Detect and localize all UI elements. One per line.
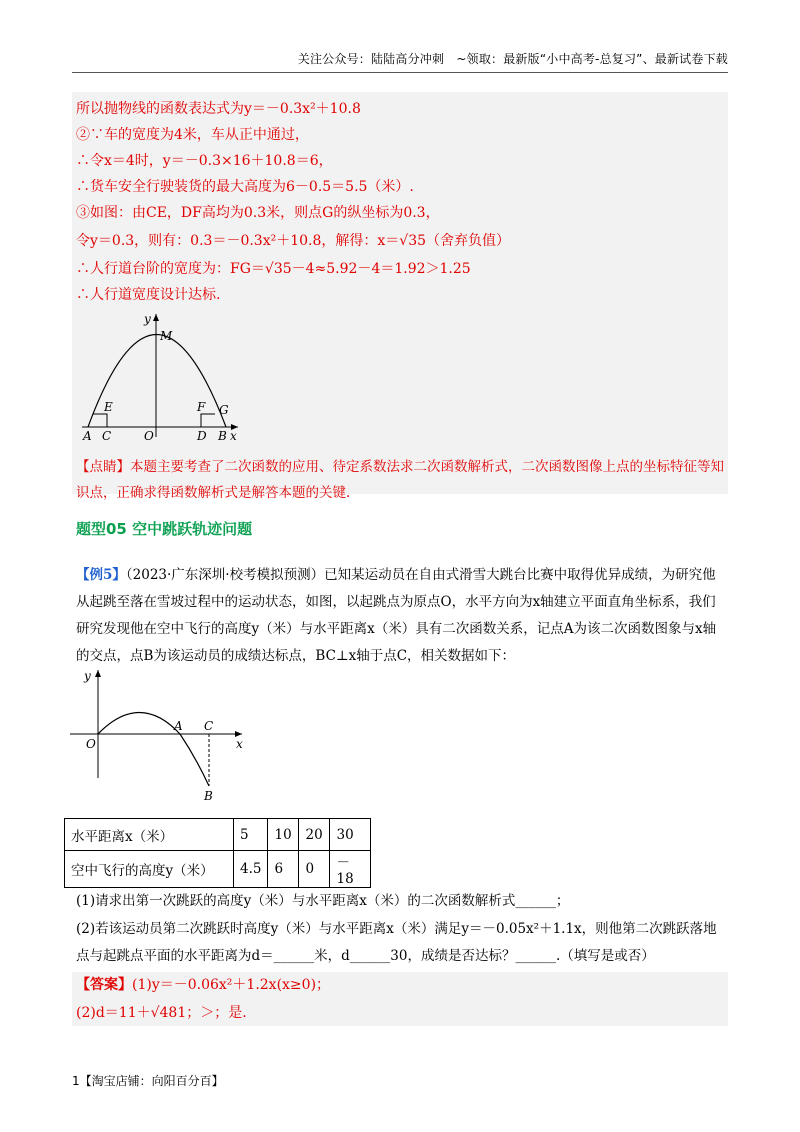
solution-block — [72, 92, 728, 501]
page-header: 关注公众号：陆陆高分冲刺 ~领取：最新版“小中高考-总复习”、最新试卷下载 — [297, 52, 728, 66]
solution-line: ③如图：由CE，DF高均为0.3米，则点G的纵坐标为0.3， — [76, 205, 440, 221]
solution-line: ②∵车的宽度为4米，车从正中通过， — [76, 127, 309, 143]
solution-line: ∴人行道台阶的宽度为：FG＝√35－4≈5.92－4＝1.92＞1.25 — [76, 261, 471, 277]
label-M: M — [160, 329, 173, 343]
solution-line: 令y＝0.3，则有：0.3＝－0.3x²＋10.8，解得：x＝√35（舍弃负值） — [76, 233, 511, 249]
answer-block — [72, 972, 728, 1026]
table-cell: 4.5 — [234, 851, 268, 888]
table-cell: 空中飞行的高度y（米） — [65, 851, 234, 888]
label-F: F — [197, 400, 206, 414]
label-D: D — [197, 429, 207, 443]
label-y: y — [84, 669, 91, 683]
trajectory-curve — [98, 713, 209, 787]
table-cell: －18 — [330, 851, 371, 888]
label-x: x — [236, 737, 243, 751]
answer-tag: 【答案】 — [76, 977, 132, 993]
example-tag: 【例5】 — [76, 567, 126, 583]
section-title: 题型05 空中跳跃轨迹问题 — [76, 520, 253, 538]
table-row — [65, 819, 371, 851]
example-5 — [76, 562, 728, 670]
table-cell: 20 — [299, 819, 330, 851]
example-text: （2023·广东深圳·校考模拟预测）已知某运动员在自由式滑雪大跳台比赛中取得优异成绩，为研究他从起跳至落在雪坡过程中的运动状态，如图，以起跳点为原点O，水平方向为x轴建立平面直角坐标系，我们研究发现他在空中飞行的高度y（米）与水平距离x（米）具有二次函数关系，记点A为该二次函数图象与x轴的交点，点B为该运动员的成绩达标点，BC⊥x轴于点C，相关数据如下： — [76, 567, 717, 664]
label-x: x — [230, 429, 237, 443]
parabola-figure-1 — [80, 312, 250, 447]
table-cell: 10 — [268, 819, 299, 851]
data-table — [64, 818, 371, 888]
solution-line: ∴人行道宽度设计达标. — [76, 287, 221, 303]
header-divider — [72, 72, 728, 73]
label-B: B — [218, 429, 227, 443]
solution-line: ∴令x＝4时，y＝－0.3×16＋10.8＝6， — [76, 153, 333, 169]
comment-note: 【点睛】本题主要考查了二次函数的应用、待定系数法求二次函数解析式，二次函数图像上点的坐标特征等知识点，正确求得函数解析式是解答本题的关键. — [76, 459, 724, 501]
solution-line: ∴货车安全行驶装货的最大高度为6－0.5＝5.5（米）. — [76, 179, 414, 195]
table-cell: 5 — [234, 819, 268, 851]
table-row — [65, 851, 371, 888]
page-footer: 1【淘宝店铺：向阳百分百】 — [72, 1074, 224, 1088]
label-C: C — [102, 429, 112, 443]
answer-line-1: (1)y＝－0.06x²＋1.2x(x≥0)； — [132, 977, 331, 993]
label-y: y — [144, 312, 151, 326]
step-ce — [93, 414, 107, 427]
table-cell: 0 — [299, 851, 330, 888]
jump-trajectory-figure — [70, 668, 260, 808]
label-G: G — [219, 403, 229, 417]
label-O: O — [86, 737, 96, 751]
step-df — [201, 414, 215, 427]
table-cell: 30 — [330, 819, 371, 851]
answer-line-2: (2)d＝11＋√481；＞；是. — [76, 1005, 247, 1021]
table-cell: 水平距离x（米） — [65, 819, 234, 851]
label-O: O — [144, 429, 154, 443]
label-B: B — [204, 789, 213, 803]
label-E: E — [104, 400, 113, 414]
label-A: A — [83, 429, 92, 443]
solution-line: 所以抛物线的函数表达式为y＝－0.3x²＋10.8 — [76, 101, 361, 117]
label-C: C — [204, 719, 214, 733]
question-2: (2)若该运动员第二次跳跃时高度y（米）与水平距离x（米）满足y＝－0.05x²＋1.1x，则他第二次跳跃落地点与起跳点平面的水平距离为d＝______米，d______30，成绩是否达标？______.（填写是或否） — [76, 921, 717, 964]
label-A: A — [174, 719, 183, 733]
table-cell: 6 — [268, 851, 299, 888]
question-1: (1)请求出第一次跳跃的高度y（米）与水平距离x（米）的二次函数解析式______； — [76, 893, 570, 909]
